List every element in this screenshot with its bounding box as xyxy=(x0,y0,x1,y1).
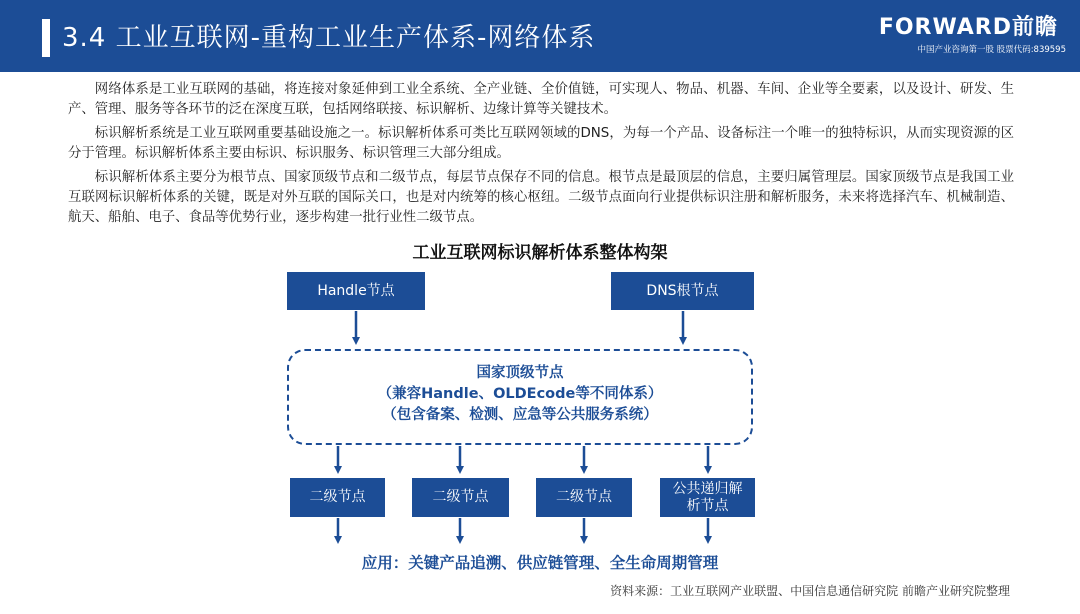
handle-node-box: Handle节点 xyxy=(287,272,425,310)
forward-logo: FORWARD前瞻 xyxy=(878,15,1058,40)
secondary-node-box: 二级节点 xyxy=(412,478,509,517)
national-node-line-1: 国家顶级节点 xyxy=(476,365,564,381)
national-node-line-3: （包含备案、检测、应急等公共服务系统） xyxy=(382,407,658,423)
body-text xyxy=(68,80,1014,232)
paragraph-identifier: 标识解析系统是工业互联网重要基础设施之一。标识解析体系可类比互联网领域的DNS，为每一个产品、设备标注一个唯一的独特标识，从而实现资源的区分于管理。标识解析体系主要由标识、标识服务、标识管理三大部分组成。 xyxy=(68,126,1014,161)
header-bar xyxy=(0,0,1080,72)
source-note: 资料来源：工业互联网产业联盟、中国信息通信研究院 前瞻产业研究院整理 xyxy=(610,584,1010,598)
title-accent-bar xyxy=(42,19,50,57)
secondary-node-box: 二级节点 xyxy=(536,478,632,517)
secondary-node-box: 二级节点 xyxy=(290,478,385,517)
page-title: 3.4 工业互联网-重构工业生产体系-网络体系 xyxy=(62,23,596,53)
dns-root-node-box: DNS根节点 xyxy=(611,272,754,310)
paragraph-nodes: 标识解析体系主要分为根节点、国家顶级节点和二级节点，每层节点保存不同的信息。根节点是最顶层的信息，主要归属管理层。国家顶级节点是我国工业互联网标识解析体系的关键，既是对外互联的国际关口，也是对内统筹的核心枢纽。二级节点面向行业提供标识注册和解析服务，未来将选择汽车、机械制造、航天、船舶、电子、食品等优势行业，逐步构建一批行业性二级节点。 xyxy=(68,170,1014,225)
national-top-node xyxy=(287,363,753,426)
application-line: 应用：关键产品追溯、供应链管理、全生命周期管理 xyxy=(361,554,719,572)
national-node-line-2: （兼容Handle、OLDEcode等不同体系） xyxy=(377,386,663,402)
public-recursive-node-box: 公共递归解析节点 xyxy=(660,478,755,517)
logo-tagline: 中国产业咨询第一股 股票代码:839595 xyxy=(917,45,1066,55)
paragraph-network: 网络体系是工业互联网的基础，将连接对象延伸到工业全系统、全产业链、全价值链，可实现人、物品、机器、车间、企业等全要素，以及设计、研发、生产、管理、服务等各环节的泛在深度互联，包括网络联接、标识解析、边缘计算等关键技术。 xyxy=(68,82,1014,117)
diagram-title: 工业互联网标识解析体系整体构架 xyxy=(412,243,668,263)
